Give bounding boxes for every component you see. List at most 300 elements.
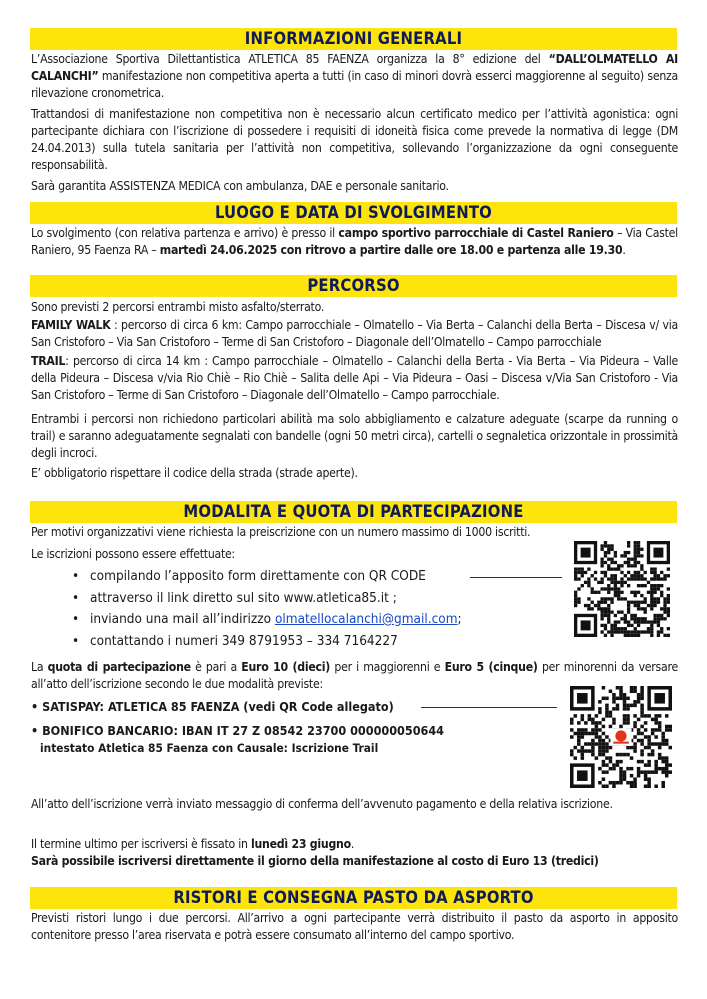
- qr-module: [620, 584, 623, 587]
- qr-module: [665, 728, 669, 732]
- qr-module: [607, 564, 610, 567]
- qr-module: [668, 763, 672, 767]
- qr-module: [654, 721, 658, 725]
- qr-module: [650, 597, 653, 600]
- qr-module: [653, 574, 656, 577]
- qr-module: [634, 544, 637, 547]
- qr-module: [610, 574, 613, 577]
- qr-module: [667, 594, 670, 597]
- qr-module: [627, 577, 630, 580]
- qr-module: [644, 597, 647, 600]
- qr-module: [660, 607, 663, 610]
- option-link-text: attraverso il link diretto sul sito www.atletica85.it ;: [90, 589, 397, 606]
- qr-module: [607, 611, 610, 614]
- qr-module: [640, 564, 643, 567]
- qr-module: [627, 584, 630, 587]
- qr-module: [604, 627, 607, 630]
- qr-module: [661, 760, 665, 764]
- qr-module: [640, 739, 644, 743]
- qr-module: [614, 554, 617, 557]
- qr-module: [637, 620, 640, 623]
- qr-module: [657, 634, 660, 637]
- luogo-b: – Via Castel Raniero, 95 Faenza RA –: [31, 226, 678, 257]
- qr-module: [634, 541, 637, 544]
- qr-module: [637, 571, 640, 574]
- qr-module: [668, 746, 672, 750]
- option-link: [72, 588, 462, 610]
- qr-module: [667, 634, 670, 637]
- qr-module: [624, 554, 627, 557]
- qr-module: [623, 704, 627, 708]
- qr-module: [602, 725, 606, 729]
- qr-module: [665, 739, 669, 743]
- qr-module: [634, 591, 637, 594]
- qr-module: [623, 714, 627, 718]
- qr-module: [591, 587, 594, 590]
- qr-module: [598, 735, 602, 739]
- qr-module: [647, 781, 651, 785]
- qr-module: [658, 721, 662, 725]
- qr-module: [633, 686, 637, 690]
- option-mail: [72, 609, 462, 631]
- qr-module: [634, 574, 637, 577]
- qr-module: [665, 756, 669, 760]
- qr-module: [581, 753, 585, 757]
- qr-module: [607, 544, 610, 547]
- qr-module: [570, 749, 574, 753]
- qr-module: [597, 604, 600, 607]
- qr-module: [619, 725, 623, 729]
- section-header-percorso: PERCORSO: [30, 275, 677, 297]
- qr-module: [665, 742, 669, 746]
- qr-module: [610, 601, 613, 604]
- qr-module: [584, 742, 588, 746]
- qr-module: [640, 620, 643, 623]
- qr-module: [617, 620, 620, 623]
- qr-module: [644, 721, 648, 725]
- qr-module: [610, 577, 613, 580]
- qr-module: [602, 686, 606, 690]
- qr-module: [591, 749, 595, 753]
- qr-finder: [581, 548, 591, 558]
- satispay-logo-bar: [613, 742, 628, 744]
- quota-minor: Euro 5 (cinque): [444, 660, 538, 674]
- qr-module: [665, 725, 669, 729]
- confirm-paragraph: All’atto dell’iscrizione verrà inviato messaggio di conferma dell’avvenuto pagamento e della relativa iscrizione.: [31, 797, 613, 811]
- qr-module: [654, 763, 658, 767]
- qr-module: [658, 753, 662, 757]
- qr-module: [640, 707, 644, 711]
- qr-module: [612, 718, 616, 722]
- qr-module: [610, 581, 613, 584]
- qr-module: [598, 781, 602, 785]
- qr-module: [620, 611, 623, 614]
- satispay-qr-code[interactable]: [570, 686, 672, 788]
- qr-module: [595, 714, 599, 718]
- qr-module: [620, 577, 623, 580]
- qr-module: [581, 718, 585, 722]
- qr-module: [633, 784, 637, 788]
- qr-module: [594, 577, 597, 580]
- qr-module: [665, 770, 669, 774]
- qr-module: [623, 777, 627, 781]
- qr-module: [598, 753, 602, 757]
- qr-module: [657, 574, 660, 577]
- quota-c: per i maggiorenni e: [330, 660, 445, 674]
- qr-module: [614, 551, 617, 554]
- qr-module: [591, 607, 594, 610]
- qr-module: [620, 564, 623, 567]
- qr-module: [574, 597, 577, 600]
- qr-module: [627, 544, 630, 547]
- qr-module: [623, 693, 627, 697]
- option-qr: [72, 566, 462, 588]
- qr-module: [570, 721, 574, 725]
- qr-module: [574, 756, 578, 760]
- qr-module: [658, 725, 662, 729]
- qr-module: [626, 707, 630, 711]
- qr-module: [602, 760, 606, 764]
- bonifico-line: • BONIFICO BANCARIO: IBAN IT 27 Z 08542 23700 000000050644: [31, 723, 445, 738]
- modalita-intro2: Le iscrizioni possono essere effettuate:: [31, 547, 235, 561]
- qr-module: [651, 749, 655, 753]
- deadline-paragraph: [31, 836, 678, 853]
- qr-module: [595, 732, 599, 736]
- email-link[interactable]: olmatellocalanchi@gmail.com: [274, 611, 458, 627]
- qr-module: [598, 711, 602, 715]
- qr-module: [587, 577, 590, 580]
- qr-module: [661, 739, 665, 743]
- qr-module: [640, 697, 644, 701]
- qr-module: [650, 594, 653, 597]
- qr-module: [627, 558, 630, 561]
- qr-module: [581, 574, 584, 577]
- qr-module: [663, 617, 666, 620]
- qr-module: [663, 634, 666, 637]
- qr-module: [577, 749, 581, 753]
- qr-module: [626, 753, 630, 757]
- qr-module: [640, 574, 643, 577]
- qr-module: [627, 551, 630, 554]
- qr-module: [574, 746, 578, 750]
- qr-module: [644, 735, 648, 739]
- qr-module: [623, 707, 627, 711]
- qr-module: [612, 767, 616, 771]
- deadline-a: Il termine ultimo per iscriversi è fissato in: [31, 837, 251, 851]
- qr-module: [610, 567, 613, 570]
- qr-module: [602, 763, 606, 767]
- qr-module: [577, 567, 580, 570]
- qr-module: [605, 770, 609, 774]
- qr-module: [574, 594, 577, 597]
- qr-module: [617, 594, 620, 597]
- qr-module: [650, 601, 653, 604]
- qr-module: [663, 601, 666, 604]
- qr-module: [581, 728, 585, 732]
- qr-module: [570, 753, 574, 757]
- qr-module: [640, 594, 643, 597]
- qr-module: [644, 763, 648, 767]
- qr-module: [647, 591, 650, 594]
- qr-module: [614, 630, 617, 633]
- qr-module: [600, 577, 603, 580]
- qr-module: [609, 714, 613, 718]
- qr-module: [640, 725, 644, 729]
- qr-module: [619, 697, 623, 701]
- qr-module: [627, 604, 630, 607]
- quota-label: quota di partecipazione: [47, 660, 191, 674]
- info-p1-a: L’Associazione Sportiva Dilettantistica ATLETICA 85 FAENZA organizza la 8° edizione del: [31, 52, 549, 66]
- qr-module: [657, 577, 660, 580]
- qr-module: [598, 767, 602, 771]
- qr-module: [620, 617, 623, 620]
- qr-module: [617, 567, 620, 570]
- qr-module: [619, 774, 623, 778]
- qr-module: [660, 584, 663, 587]
- qr-module: [624, 597, 627, 600]
- qr-module: [612, 721, 616, 725]
- qr-module: [604, 554, 607, 557]
- qr-module: [640, 770, 644, 774]
- qr-module: [577, 571, 580, 574]
- qr-module: [605, 735, 609, 739]
- qr-module: [616, 781, 620, 785]
- qr-module: [598, 707, 602, 711]
- qr-module: [634, 594, 637, 597]
- qr-module: [581, 714, 585, 718]
- qr-module: [637, 718, 641, 722]
- qr-module: [647, 604, 650, 607]
- qr-module: [650, 567, 653, 570]
- qr-module: [650, 624, 653, 627]
- qr-module: [604, 587, 607, 590]
- qr-module: [624, 614, 627, 617]
- qr-module: [640, 753, 644, 757]
- qr-module: [644, 571, 647, 574]
- qr-module: [612, 707, 616, 711]
- qr-module: [587, 581, 590, 584]
- qr-module: [651, 742, 655, 746]
- qr-module: [607, 597, 610, 600]
- qr-module: [654, 770, 658, 774]
- qr-module: [605, 704, 609, 708]
- qr-module: [614, 594, 617, 597]
- qr-module: [570, 735, 574, 739]
- qr-module: [597, 591, 600, 594]
- qr-module: [604, 551, 607, 554]
- percorso-family: [31, 317, 678, 351]
- qr-module: [600, 624, 603, 627]
- qr-module: [617, 564, 620, 567]
- qr-module: [574, 601, 577, 604]
- qr-module: [607, 584, 610, 587]
- qr-module: [610, 558, 613, 561]
- qr-module: [604, 574, 607, 577]
- qr-module: [630, 746, 634, 750]
- qr-module: [594, 604, 597, 607]
- qr-module: [637, 577, 640, 580]
- qr-module: [574, 591, 577, 594]
- qr-module: [661, 735, 665, 739]
- qr-module: [640, 630, 643, 633]
- info-paragraph-2: Trattandosi di manifestazione non competitiva non è necessario alcun certificato medico per l’attività agonistica: ogni partecipante dichiara con l’iscrizione di possedere i requisiti di idoneità fisica come prevede la normativa di legge (DM 24.04.2013) sulla tutela sanitaria per l’attività non competitiva, sollevando l’organizzazione da ogni conseguente responsabilità.: [31, 107, 678, 172]
- qr-module: [623, 770, 627, 774]
- qr-module: [612, 693, 616, 697]
- qr-module: [617, 587, 620, 590]
- qr-module: [584, 581, 587, 584]
- qr-module: [600, 558, 603, 561]
- qr-module: [627, 611, 630, 614]
- qr-module: [658, 746, 662, 750]
- qr-module: [653, 620, 656, 623]
- luogo-paragraph: [31, 225, 678, 259]
- qr-module: [650, 634, 653, 637]
- qr-module: [600, 587, 603, 590]
- qr-module: [574, 567, 577, 570]
- qr-module: [591, 574, 594, 577]
- qr-module: [591, 601, 594, 604]
- qr-module: [660, 594, 663, 597]
- qr-module: [634, 634, 637, 637]
- qr-module: [663, 604, 666, 607]
- qr-module: [591, 591, 594, 594]
- qr-module: [602, 742, 606, 746]
- qr-module: [647, 753, 651, 757]
- qr-module: [630, 690, 634, 694]
- qr-module: [665, 760, 669, 764]
- qr-module: [647, 760, 651, 764]
- qr-module: [633, 746, 637, 750]
- qr-module: [637, 548, 640, 551]
- qr-module: [614, 620, 617, 623]
- qr-module: [588, 749, 592, 753]
- qr-module: [661, 742, 665, 746]
- qr-module: [595, 735, 599, 739]
- qr-module: [627, 624, 630, 627]
- qr-module: [607, 614, 610, 617]
- qr-module: [661, 781, 665, 785]
- qr-module: [609, 781, 613, 785]
- qr-module: [627, 564, 630, 567]
- qr-module: [630, 630, 633, 633]
- qr-module: [610, 597, 613, 600]
- qr-module: [627, 634, 630, 637]
- registration-qr-code[interactable]: [574, 541, 670, 637]
- qr-module: [626, 781, 630, 785]
- qr-module: [624, 634, 627, 637]
- deadline-b: .: [350, 837, 355, 851]
- qr-module: [637, 770, 641, 774]
- qr-module: [607, 577, 610, 580]
- qr-module: [584, 728, 588, 732]
- qr-module: [607, 591, 610, 594]
- qr-module: [619, 781, 623, 785]
- trail-label: TRAIL: [31, 354, 66, 368]
- qr-module: [634, 604, 637, 607]
- qr-module: [598, 700, 602, 704]
- qr-module: [581, 735, 585, 739]
- qr-module: [633, 749, 637, 753]
- qr-module: [587, 584, 590, 587]
- qr-module: [574, 604, 577, 607]
- qr-module: [591, 728, 595, 732]
- qr-module: [650, 577, 653, 580]
- qr-module: [654, 714, 658, 718]
- qr-module: [591, 732, 595, 736]
- qr-module: [604, 611, 607, 614]
- qr-module: [640, 690, 644, 694]
- qr-module: [661, 784, 665, 788]
- qr-module: [620, 627, 623, 630]
- qr-module: [604, 624, 607, 627]
- qr-module: [637, 760, 641, 764]
- qr-module: [610, 627, 613, 630]
- qr-module: [657, 624, 660, 627]
- qr-module: [634, 577, 637, 580]
- qr-module: [604, 597, 607, 600]
- family-text: : percorso di circa 6 km: Campo parrocchiale – Olmatello – Via Berta – Calanchi della Berta – Discesa v/ via San Cristoforo – Via San Cristoforo – Terme di San Cristoforo – Diagonale dell’Olmatello – Campo parrocchiale: [31, 318, 678, 349]
- qr-module: [633, 714, 637, 718]
- qr-module: [644, 617, 647, 620]
- qr-module: [658, 767, 662, 771]
- qr-module: [595, 742, 599, 746]
- qr-module: [604, 634, 607, 637]
- qr-finder: [577, 770, 588, 781]
- qr-module: [597, 581, 600, 584]
- qr-module: [640, 601, 643, 604]
- qr-module: [647, 735, 651, 739]
- qr-module: [633, 700, 637, 704]
- qr-module: [663, 607, 666, 610]
- qr-module: [651, 770, 655, 774]
- qr-module: [577, 601, 580, 604]
- qr-module: [600, 617, 603, 620]
- qr-module: [614, 577, 617, 580]
- qr-module: [607, 567, 610, 570]
- qr-module: [626, 721, 630, 725]
- qr-module: [650, 587, 653, 590]
- qr-module: [602, 697, 606, 701]
- qr-module: [667, 611, 670, 614]
- qr-module: [577, 735, 581, 739]
- qr-module: [657, 620, 660, 623]
- qr-module: [650, 571, 653, 574]
- section-header-info: INFORMAZIONI GENERALI: [30, 28, 677, 50]
- qr-module: [644, 577, 647, 580]
- qr-module: [633, 735, 637, 739]
- qr-module: [634, 548, 637, 551]
- qr-module: [591, 739, 595, 743]
- percorso-rules: E’ obbligatorio rispettare il codice della strada (strade aperte).: [31, 466, 358, 480]
- qr-module: [614, 581, 617, 584]
- qr-module: [627, 601, 630, 604]
- qr-module: [616, 753, 620, 757]
- qr-module: [634, 551, 637, 554]
- qr-module: [654, 784, 658, 788]
- qr-module: [609, 760, 613, 764]
- bonifico-sub: intestato Atletica 85 Faenza con Causale: Iscrizione Trail: [40, 741, 379, 755]
- qr-module: [624, 574, 627, 577]
- qr-module: [640, 567, 643, 570]
- qr-module: [640, 749, 644, 753]
- qr-module: [647, 714, 651, 718]
- qr-module: [634, 630, 637, 633]
- qr-module: [637, 607, 640, 610]
- qr-module: [640, 548, 643, 551]
- qr-module: [605, 697, 609, 701]
- qr-module: [637, 774, 641, 778]
- qr-module: [634, 571, 637, 574]
